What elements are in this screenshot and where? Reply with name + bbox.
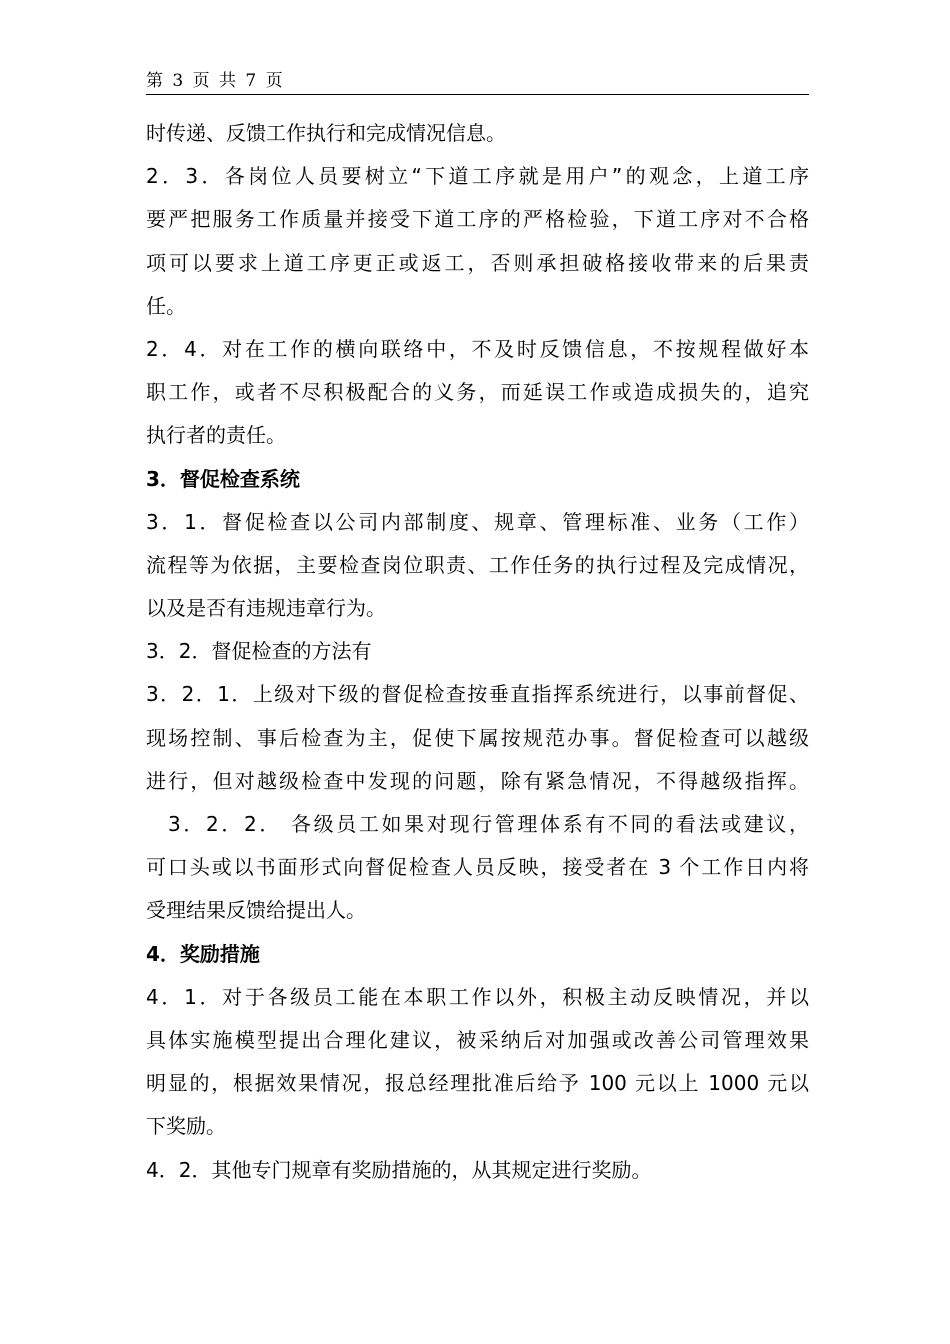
body-text-line: 4．1．对于各级员工能在本职工作以外，积极主动反映情况，并以	[146, 984, 809, 1009]
body-text-line: 3．2．2． 各级员工如果对现行管理体系有不同的看法或建议，	[168, 812, 809, 836]
section-heading: 4．奖励措施	[146, 941, 260, 966]
body-text-line: 职工作，或者不尽积极配合的义务，而延误工作或造成损失的，追究	[146, 380, 809, 405]
body-text-line: 现场控制、事后检查为主，促使下属按规范办事。督促检查可以越级	[146, 725, 809, 750]
body-text-line: 要严把服务工作质量并接受下道工序的严格检验，下道工序对不合格	[146, 207, 809, 232]
body-text-line: 流程等为依据，主要检查岗位职责、工作任务的执行过程及完成情况，	[146, 552, 809, 577]
body-text-line: 任。	[146, 293, 186, 318]
body-text-line: 进行，但对越级检查中发现的问题，除有紧急情况，不得越级指挥。	[146, 768, 809, 793]
body-text-line: 下奖励。	[146, 1114, 226, 1139]
body-text-line: 3．2．督促检查的方法有	[146, 639, 372, 664]
body-text-line: 可口头或以书面形式向督促检查人员反映，接受者在 3 个工作日内将	[146, 855, 809, 880]
body-text-line: 4．2．其他专门规章有奖励措施的，从其规定进行奖励。	[146, 1157, 652, 1182]
document-body	[146, 112, 809, 1192]
body-text-line: 执行者的责任。	[146, 423, 286, 448]
body-text-line: 2．4．对在工作的横向联络中，不及时反馈信息，不按规程做好本	[146, 336, 809, 361]
body-text-line: 以及是否有违规违章行为。	[146, 596, 386, 621]
body-text-line: 具体实施模型提出合理化建议，被采纳后对加强或改善公司管理效果	[146, 1027, 809, 1052]
body-text-line: 2．3．各岗位人员要树立“下道工序就是用户”的观念，上道工序	[146, 164, 809, 189]
page-header	[146, 64, 809, 95]
body-text-line: 项可以要求上道工序更正或返工，否则承担破格接收带来的后果责	[146, 250, 809, 275]
body-text-line: 3．2．1．上级对下级的督促检查按垂直指挥系统进行，以事前督促、	[146, 682, 809, 707]
body-text-line: 受理结果反馈给提出人。	[146, 898, 366, 923]
section-heading: 3．督促检查系统	[146, 466, 300, 491]
body-text-line: 时传递、反馈工作执行和完成情况信息。	[146, 121, 506, 145]
page-indicator: 第 3 页 共 7 页	[146, 71, 285, 91]
body-text-line: 3．1．督促检查以公司内部制度、规章、管理标准、业务（工作）	[146, 509, 809, 534]
body-text-line: 明显的，根据效果情况，报总经理批准后给予 100 元以上 1000 元以	[146, 1071, 809, 1096]
